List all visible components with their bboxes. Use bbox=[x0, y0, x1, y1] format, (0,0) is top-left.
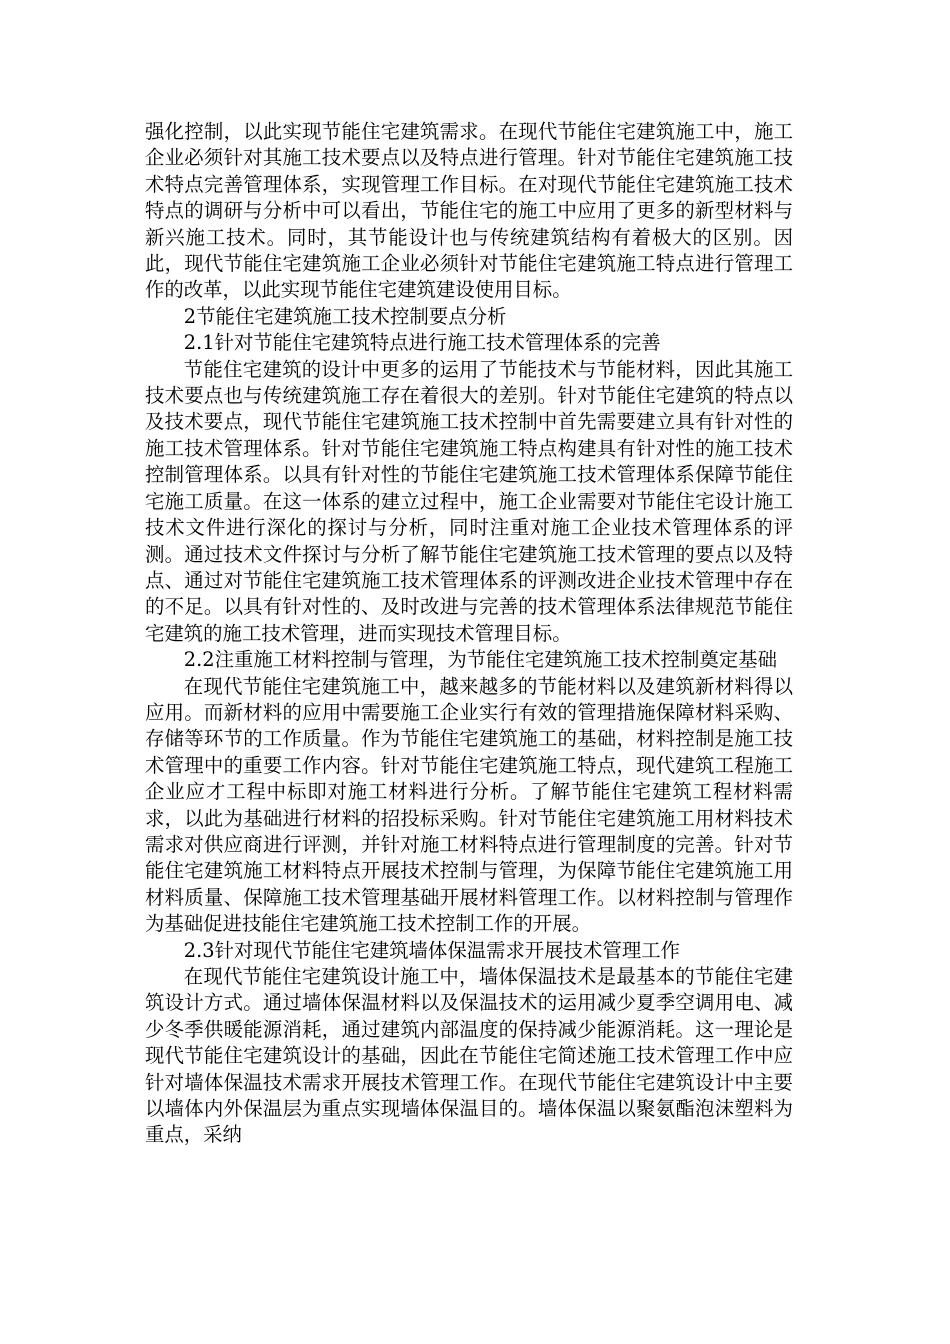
section-heading-2: 2节能住宅建筑施工技术控制要点分析 bbox=[183, 304, 507, 328]
paragraph-2-1-body: 节能住宅建筑的设计中更多的运用了节能技术与节能材料，因此其施工技术要点也与传统建筑施工存在着很大的差别。针对节能住宅建筑的特点以及技术要点，现代节能住宅建筑施工技术控制中首先需要建立具有针对性的施工技术管理体系。针对节能住宅建筑施工特点构建具有针对性的施工技术控制管理体系。以具有针对性的节能住宅建筑施工技术管理体系保障节能住宅施工质量。在这一体系的建立过程中，施工企业需要对节能住宅设计施工技术文件进行深化的探讨与分析，同时注重对施工企业技术管理体系的评测。通过技术文件探讨与分析了解节能住宅建筑施工技术管理的要点以及特点、通过对节能住宅建筑施工技术管理体系的评测改进企业技术管理中存在的不足。以具有针对性的、及时改进与完善的技术管理体系法律规范节能住宅建筑的施工技术管理，进而实现技术管理目标。 bbox=[145, 357, 793, 645]
paragraph-2-3-body: 在现代节能住宅建筑设计施工中，墙体保温技术是最基本的节能住宅建筑设计方式。通过墙体保温材料以及保温技术的运用减少夏季空调用电、减少冬季供暖能源消耗，通过建筑内部温度的保持减少能源消耗。这一理论是现代节能住宅建筑设计的基础，因此在节能住宅简述施工技术管理工作中应针对墙体保温技术需求开展技术管理工作。在现代节能住宅建筑设计中主要以墙体内外保温层为重点实现墙体保温目的。墙体保温以聚氨酯泡沫塑料为重点，采纳 bbox=[145, 965, 793, 1147]
subsection-heading-2-3: 2.3针对现代节能住宅建筑墙体保温需求开展技术管理工作 bbox=[183, 938, 681, 962]
subsection-heading-2-1: 2.1针对节能住宅建筑特点进行施工技术管理体系的完善 bbox=[183, 331, 661, 355]
subsection-heading-2-2: 2.2注重施工材料控制与管理，为节能住宅建筑施工技术控制奠定基础 bbox=[183, 648, 777, 672]
document-body bbox=[145, 119, 793, 1149]
paragraph-continued: 强化控制，以此实现节能住宅建筑需求。在现代节能住宅建筑施工中，施工企业必须针对其施工技术要点以及特点进行管理。针对节能住宅建筑施工技术特点完善管理体系，实现管理工作目标。在对现代节能住宅建筑施工技术特点的调研与分析中可以看出，节能住宅的施工中应用了更多的新型材料与新兴施工技术。同时，其节能设计也与传统建筑结构有着极大的区别。因此，现代节能住宅建筑施工企业必须针对节能住宅建筑施工特点进行管理工作的改革，以此实现节能住宅建筑建设使用目标。 bbox=[145, 120, 793, 302]
paragraph-2-2-body: 在现代节能住宅建筑施工中，越来越多的节能材料以及建筑新材料得以应用。而新材料的应用中需要施工企业实行有效的管理措施保障材料采购、存储等环节的工作质量。作为节能住宅建筑施工的基础，材料控制是施工技术管理中的重要工作内容。针对节能住宅建筑施工特点，现代建筑工程施工企业应才工程中标即对施工材料进行分析。了解节能住宅建筑工程材料需求，以此为基础进行材料的招投标采购。针对节能住宅建筑施工用材料技术需求对供应商进行评测，并针对施工材料特点进行管理制度的完善。针对节能住宅建筑施工材料特点开展技术控制与管理，为保障节能住宅建筑施工用材料质量、保障施工技术管理基础开展材料管理工作。以材料控制与管理作为基础促进技能住宅建筑施工技术控制工作的开展。 bbox=[145, 674, 793, 936]
